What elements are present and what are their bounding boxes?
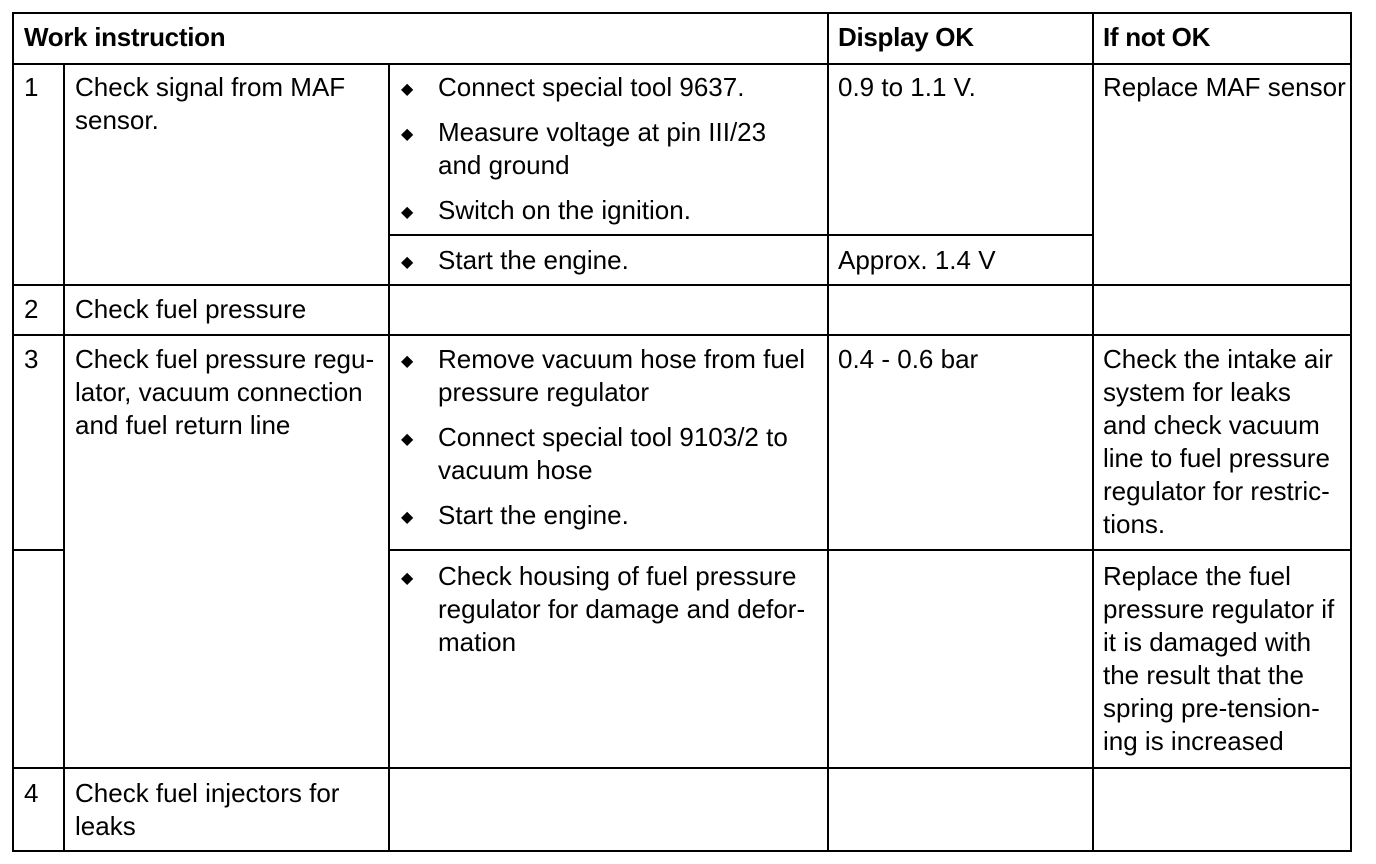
bullet-icon: ◆ — [401, 126, 414, 143]
bullet-icon: ◆ — [401, 509, 414, 526]
rule-row2 — [12, 334, 1352, 336]
header-if-not-ok: If not OK — [1103, 22, 1211, 52]
header-work-instruction: Work instruction — [24, 22, 226, 52]
row-number: 3 — [24, 344, 39, 374]
rule-row1 — [12, 284, 1352, 286]
if-not-ok-text: Replace MAF sensor — [1103, 72, 1346, 102]
step-item: Measure voltage at pin III/23 and ground — [438, 117, 767, 180]
row-number: 2 — [24, 294, 39, 324]
step-item: Remove vacuum hose from fuel pressure regulator — [438, 344, 806, 407]
step-item: Start the engine. — [438, 500, 629, 530]
row-task: Check fuel injectors for leaks — [75, 778, 340, 841]
display-value: Approx. 1.4 V — [838, 245, 996, 275]
row-number: 4 — [24, 778, 39, 808]
rule-row1-split — [388, 234, 1092, 236]
rule-right — [1350, 12, 1352, 852]
rule-header — [12, 63, 1352, 65]
step-item: Switch on the ignition. — [438, 195, 691, 225]
bullet-icon: ◆ — [401, 254, 414, 271]
bullet-icon: ◆ — [401, 431, 414, 448]
row-task: Check fuel pressure regu- lator, vacuum connection and fuel return line — [75, 344, 375, 440]
rule-top — [12, 12, 1352, 14]
rule-bottom — [12, 850, 1352, 852]
rule-left — [12, 12, 14, 852]
rule-num — [63, 63, 65, 852]
row-task: Check signal from MAF sensor. — [75, 72, 346, 135]
step-item: Check housing of fuel pressure regulator for damage and defor- mation — [438, 561, 806, 657]
rule-task — [388, 63, 390, 852]
row-task: Check fuel pressure — [75, 294, 307, 324]
display-value: 0.9 to 1.1 V. — [838, 72, 976, 102]
rule-display — [827, 12, 829, 852]
header-display-ok: Display OK — [838, 22, 974, 52]
work-instruction-table — [12, 12, 1352, 852]
bullet-icon: ◆ — [401, 353, 414, 370]
step-item: Start the engine. — [438, 245, 629, 275]
row-number: 1 — [24, 72, 39, 102]
bullet-icon: ◆ — [401, 570, 414, 587]
step-item: Connect special tool 9637. — [438, 72, 745, 102]
display-value: 0.4 - 0.6 bar — [838, 344, 979, 374]
bullet-icon: ◆ — [401, 81, 414, 98]
if-not-ok-text: Check the intake air system for leaks and check vacuum line to fuel pressure regulator for restric- tions. — [1103, 344, 1333, 539]
bullet-icon: ◆ — [401, 204, 414, 221]
rule-row3-split-left — [12, 549, 63, 551]
rule-ifnot — [1092, 12, 1094, 852]
rule-row3-split — [388, 549, 1352, 551]
rule-row3 — [12, 767, 1352, 769]
step-item: Connect special tool 9103/2 to vacuum hose — [438, 422, 788, 485]
if-not-ok-text: Replace the fuel pressure regulator if it is damaged with the result that the spring pre-tension- ing is increased — [1103, 561, 1335, 756]
